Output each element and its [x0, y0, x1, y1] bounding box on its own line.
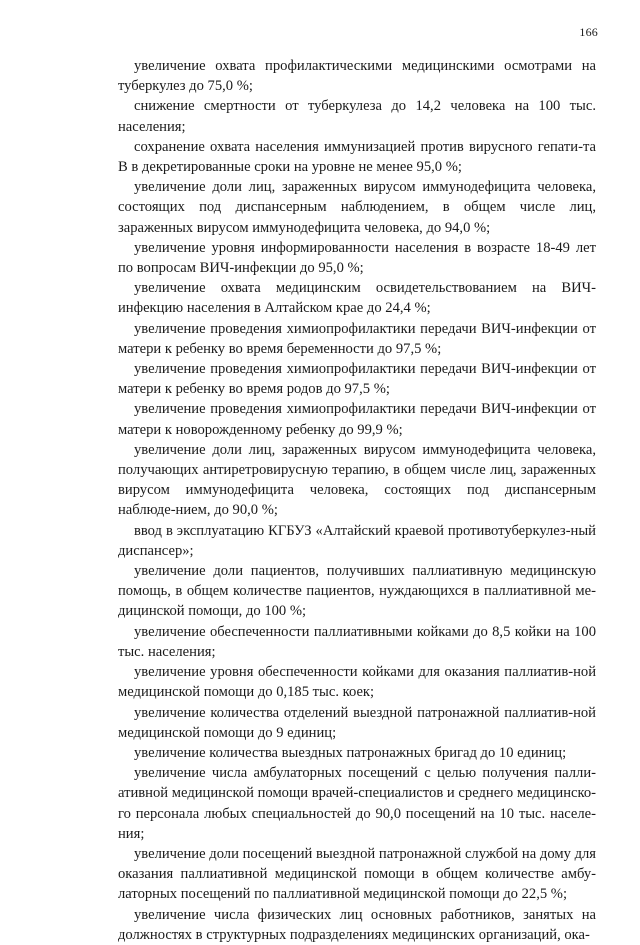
- list-item: увеличение охвата профилактическими медицинскими осмотрами на туберкулез до 75,0 %;: [118, 58, 596, 95]
- list-item: увеличение доли пациентов, получивших паллиативную медицинскую помощь, в общем количестве пациентов, нуждающихся в паллиативной ме-дицинской помощи, до 100 %;: [118, 563, 596, 620]
- page-number: 166: [579, 25, 598, 39]
- list-item: увеличение обеспеченности паллиативными койками до 8,5 койки на 100 тыс. населения;: [118, 623, 596, 660]
- list-item: сохранение охвата населения иммунизацией против вирусного гепати-та В в декретированные сроки на уровне не менее 95,0 %;: [118, 138, 596, 176]
- list-item: снижение смертности от туберкулеза до 14,2 человека на 100 тыс. населения;: [118, 98, 596, 135]
- list-item: увеличение доли посещений выездной патронажной службой на дому для оказания паллиативной медицинской помощи в общем количестве амбу-латорных посещений по паллиативной медицинской помощи до 22,5 %;: [118, 845, 596, 903]
- list-item: увеличение охвата медицинским освидетельствованием на ВИЧ-инфекцию населения в Алтайском крае до 24,4 %;: [118, 280, 596, 317]
- list-item: увеличение проведения химиопрофилактики передачи ВИЧ-инфекции от матери к новорожденному ребенку до 99,9 %;: [118, 401, 596, 438]
- list-item: увеличение проведения химиопрофилактики передачи ВИЧ-инфекции от матери к ребенку во время беременности до 97,5 %;: [118, 320, 596, 357]
- list-item: увеличение числа физических лиц основных работников, занятых на должностях в структурных подразделениях медицинских организаций, ока-: [118, 906, 596, 943]
- list-item: увеличение проведения химиопрофилактики передачи ВИЧ-инфекции от матери к ребенку во время родов до 97,5 %;: [118, 361, 596, 398]
- list-item: увеличение количества выездных патронажных бригад до 10 единиц;: [134, 744, 567, 761]
- list-item: увеличение уровня обеспеченности койками для оказания паллиатив-ной медицинской помощи до 0,185 тыс. коек;: [118, 664, 596, 701]
- list-item: увеличение доли лиц, зараженных вирусом иммунодефицита человека, получающих антиретровирусную терапию, в общем числе лиц, зараженных вирусом иммунодефицита человека, состоящих под диспансерным наблюде-нием, до 90,0 %;: [118, 441, 596, 519]
- list-item: увеличение числа амбулаторных посещений с целью получения палли-ативной медицинской помощи врачей-специалистов и среднего медицинско-го персонала любых специальностей до 90,0 посещений на 10 тыс. населе-ния;: [118, 765, 596, 842]
- list-item: ввод в эксплуатацию КГБУЗ «Алтайский краевой противотуберкулез-ный диспансер»;: [118, 522, 596, 559]
- list-item: увеличение доли лиц, зараженных вирусом иммунодефицита человека, состоящих под диспансерным наблюдением, в общем числе лиц, зараженных вирусом иммунодефицита человека, до 94,0 %;: [118, 179, 596, 236]
- list-item: увеличение количества отделений выездной патронажной паллиатив-ной медицинской помощи до 9 единиц;: [118, 704, 596, 741]
- document-body: [118, 56, 596, 945]
- list-item: увеличение уровня информированности населения в возрасте 18-49 лет по вопросам ВИЧ-инфекции до 95,0 %;: [118, 239, 596, 277]
